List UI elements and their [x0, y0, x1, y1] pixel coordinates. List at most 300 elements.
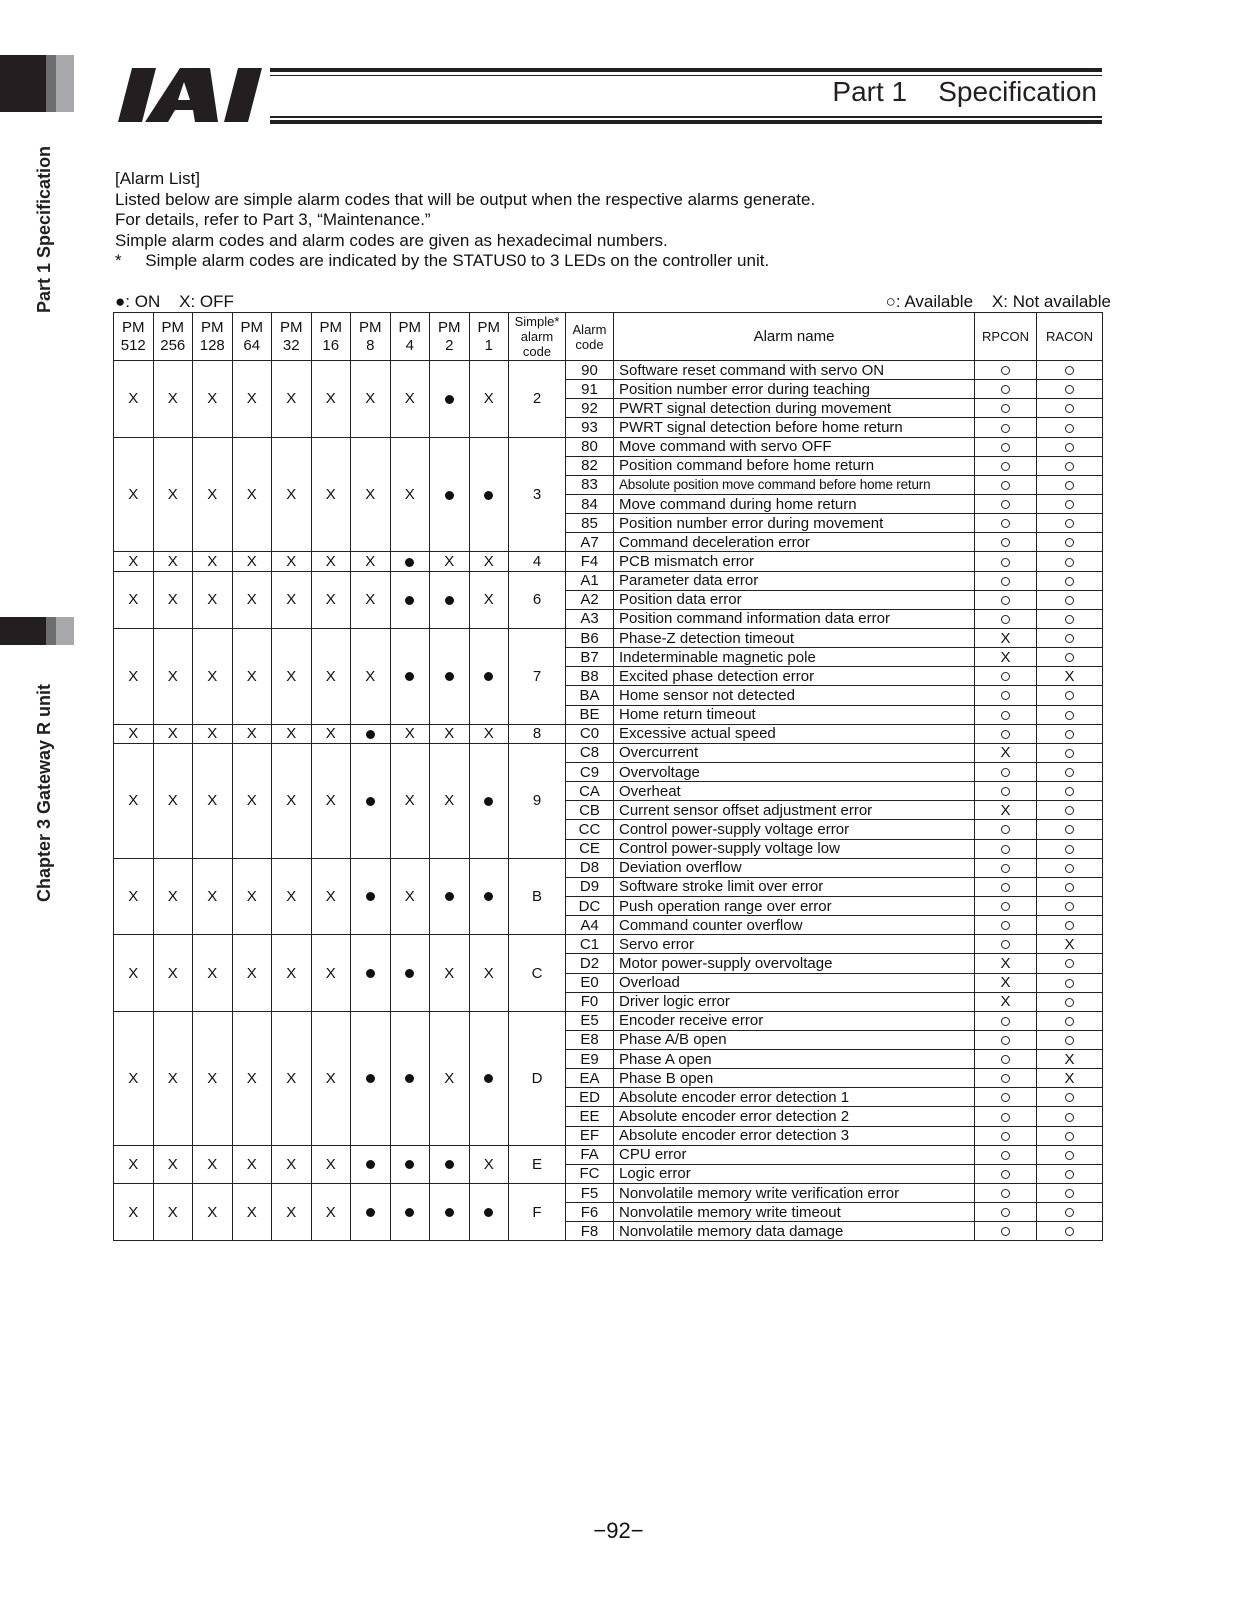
rpcon-availability [975, 571, 1037, 590]
header-pm-4: PM 4 [390, 313, 430, 361]
led-state-cell: X [311, 1145, 351, 1183]
led-state-cell [351, 743, 391, 858]
available-mark [1065, 1017, 1074, 1026]
rpcon-availability [975, 667, 1037, 686]
led-state-cell: X [272, 1011, 312, 1145]
led-state-cell: X [351, 552, 391, 571]
alarm-code: CB [566, 801, 614, 820]
led-state-cell: X [193, 628, 233, 724]
rpcon-availability [975, 418, 1037, 437]
led-state-cell: X [232, 743, 272, 858]
alarm-name: Position number error during movement [614, 514, 975, 533]
led-on-dot [366, 730, 375, 739]
racon-availability [1037, 896, 1103, 915]
available-mark [1065, 443, 1074, 452]
alarm-name: Move command during home return [614, 494, 975, 513]
led-state-cell: X [232, 571, 272, 628]
simple-alarm-code: D [509, 1011, 566, 1145]
racon-availability [1037, 437, 1103, 456]
available-mark [1065, 883, 1074, 892]
alarm-name: Control power-supply voltage error [614, 820, 975, 839]
available-mark [1001, 1036, 1010, 1045]
available-mark [1065, 577, 1074, 586]
rpcon-availability [975, 1050, 1037, 1069]
available-mark [1001, 864, 1010, 873]
led-on-dot [405, 1160, 414, 1169]
available-mark [1065, 424, 1074, 433]
rpcon-availability [975, 1126, 1037, 1145]
available-mark [1001, 1055, 1010, 1064]
led-state-cell: X [114, 552, 154, 571]
alarm-name: Absolute encoder error detection 1 [614, 1088, 975, 1107]
rpcon-availability [975, 399, 1037, 418]
available-mark [1065, 558, 1074, 567]
racon-availability [1037, 782, 1103, 801]
simple-alarm-code: C [509, 935, 566, 1012]
led-state-cell: X [232, 552, 272, 571]
header-pm-128: PM 128 [193, 313, 233, 361]
led-state-cell: X [114, 1011, 154, 1145]
available-mark [1065, 749, 1074, 758]
led-state-cell: X [153, 437, 193, 552]
led-state-cell [469, 743, 509, 858]
led-state-cell: X [232, 628, 272, 724]
alarm-code: D9 [566, 877, 614, 896]
rpcon-availability [975, 896, 1037, 915]
available-mark [1065, 998, 1074, 1007]
rpcon-availability [975, 1107, 1037, 1126]
header-pm-256: PM 256 [153, 313, 193, 361]
available-mark [1001, 462, 1010, 471]
led-state-cell: X [114, 1145, 154, 1183]
header-rule-bottom [270, 116, 1102, 118]
available-mark [1065, 730, 1074, 739]
alarm-name: Push operation range over error [614, 896, 975, 915]
racon-availability [1037, 514, 1103, 533]
rpcon-availability [975, 839, 1037, 858]
header-pm-1: PM 1 [469, 313, 509, 361]
racon-availability [1037, 1203, 1103, 1222]
led-state-cell [390, 1145, 430, 1183]
available-mark [1065, 404, 1074, 413]
rpcon-availability [975, 475, 1037, 494]
racon-availability [1037, 399, 1103, 418]
led-state-cell: X [153, 1011, 193, 1145]
led-on-dot [484, 672, 493, 681]
available-mark [1065, 1113, 1074, 1122]
alarm-name: Parameter data error [614, 571, 975, 590]
simple-alarm-code: 4 [509, 552, 566, 571]
led-state-cell: X [153, 1145, 193, 1183]
alarm-name: Phase B open [614, 1069, 975, 1088]
alarm-table [113, 312, 1103, 1241]
alarm-code: F6 [566, 1203, 614, 1222]
alarm-code: A7 [566, 533, 614, 552]
rpcon-availability [975, 1145, 1037, 1164]
available-mark [1001, 1113, 1010, 1122]
rpcon-availability [975, 686, 1037, 705]
led-on-dot [484, 892, 493, 901]
led-state-cell: X [114, 935, 154, 1012]
header-simple-alarm-code: Simple* alarm code [509, 313, 566, 361]
alarm-code: A4 [566, 916, 614, 935]
available-mark [1001, 940, 1010, 949]
table-header-row [114, 313, 1103, 361]
alarm-code: A2 [566, 590, 614, 609]
led-state-cell: X [272, 724, 312, 743]
alarm-code: B6 [566, 628, 614, 647]
led-state-cell [430, 571, 470, 628]
available-mark [1001, 500, 1010, 509]
rpcon-availability [975, 820, 1037, 839]
racon-availability [1037, 1164, 1103, 1183]
page-title: Part 1 Specification [832, 76, 1097, 107]
racon-availability [1037, 1011, 1103, 1030]
led-state-cell: X [469, 552, 509, 571]
led-state-cell: X [311, 858, 351, 935]
racon-availability: X [1037, 1050, 1103, 1069]
header-rpcon: RPCON [975, 313, 1037, 361]
available-mark [1001, 558, 1010, 567]
alarm-name: Phase-Z detection timeout [614, 628, 975, 647]
available-mark [1065, 538, 1074, 547]
led-on-dot [445, 892, 454, 901]
led-on-dot [484, 1074, 493, 1083]
table-row [114, 1145, 1103, 1164]
led-on-dot [445, 596, 454, 605]
legend-availability: ○: Available X: Not available [885, 292, 1111, 311]
available-mark [1001, 481, 1010, 490]
alarm-code: D2 [566, 954, 614, 973]
led-state-cell [430, 437, 470, 552]
side-label-chapter: Chapter 3 Gateway R unit [34, 683, 54, 902]
led-state-cell: X [311, 935, 351, 1012]
led-on-dot [366, 797, 375, 806]
header-pm-2: PM 2 [430, 313, 470, 361]
table-row [114, 858, 1103, 877]
available-mark [1065, 864, 1074, 873]
led-state-cell: X [232, 361, 272, 438]
available-mark [1065, 825, 1074, 834]
led-state-cell: X [311, 361, 351, 438]
racon-availability [1037, 724, 1103, 743]
led-state-cell [390, 935, 430, 1012]
alarm-code: B8 [566, 667, 614, 686]
available-mark [1001, 672, 1010, 681]
led-state-cell: X [390, 858, 430, 935]
rpcon-availability [975, 782, 1037, 801]
available-mark [1065, 806, 1074, 815]
alarm-code: BA [566, 686, 614, 705]
alarm-code: CA [566, 782, 614, 801]
alarm-code: F5 [566, 1184, 614, 1203]
led-state-cell: X [272, 858, 312, 935]
led-state-cell [351, 724, 391, 743]
led-state-cell: X [193, 1184, 233, 1241]
available-mark [1001, 921, 1010, 930]
simple-alarm-code: 2 [509, 361, 566, 438]
legend-on-off: ●: ON X: OFF [115, 292, 234, 311]
simple-alarm-code: 8 [509, 724, 566, 743]
intro-line: [Alarm List] [115, 169, 201, 188]
alarm-name: Phase A open [614, 1050, 975, 1069]
led-state-cell: X [311, 628, 351, 724]
led-state-cell: X [114, 628, 154, 724]
racon-availability [1037, 686, 1103, 705]
available-mark [1065, 1170, 1074, 1179]
led-state-cell: X [272, 743, 312, 858]
alarm-code: CC [566, 820, 614, 839]
led-state-cell: X [311, 437, 351, 552]
racon-availability: X [1037, 935, 1103, 954]
alarm-name: Position command before home return [614, 456, 975, 475]
rpcon-availability: X [975, 954, 1037, 973]
alarm-name: Servo error [614, 935, 975, 954]
racon-availability [1037, 973, 1103, 992]
racon-availability [1037, 648, 1103, 667]
racon-availability [1037, 1184, 1103, 1203]
led-state-cell: X [114, 858, 154, 935]
available-mark [1001, 538, 1010, 547]
led-state-cell: X [193, 1145, 233, 1183]
led-state-cell: X [430, 1011, 470, 1145]
led-state-cell: X [232, 437, 272, 552]
racon-availability [1037, 992, 1103, 1011]
alarm-code: B7 [566, 648, 614, 667]
led-state-cell: X [193, 571, 233, 628]
available-mark [1065, 1208, 1074, 1217]
alarm-name: Indeterminable magnetic pole [614, 648, 975, 667]
header-pm-8: PM 8 [351, 313, 391, 361]
available-mark [1065, 787, 1074, 796]
available-mark [1065, 481, 1074, 490]
table-row [114, 552, 1103, 571]
racon-availability [1037, 1107, 1103, 1126]
led-state-cell [351, 935, 391, 1012]
alarm-code: C8 [566, 743, 614, 762]
available-mark [1001, 883, 1010, 892]
rpcon-availability [975, 1203, 1037, 1222]
led-state-cell: X [193, 858, 233, 935]
simple-alarm-code: 3 [509, 437, 566, 552]
available-mark [1001, 615, 1010, 624]
available-mark [1065, 519, 1074, 528]
rpcon-availability: X [975, 992, 1037, 1011]
alarm-code: F0 [566, 992, 614, 1011]
led-state-cell: X [272, 628, 312, 724]
led-state-cell: X [153, 858, 193, 935]
led-state-cell: X [311, 552, 351, 571]
led-on-dot [445, 395, 454, 404]
available-mark [1065, 1093, 1074, 1102]
led-state-cell: X [390, 743, 430, 858]
available-mark [1001, 596, 1010, 605]
racon-availability [1037, 380, 1103, 399]
led-on-dot [405, 1208, 414, 1217]
alarm-name: Overload [614, 973, 975, 992]
alarm-code: E0 [566, 973, 614, 992]
led-state-cell: X [193, 724, 233, 743]
available-mark [1001, 404, 1010, 413]
racon-availability [1037, 494, 1103, 513]
rpcon-availability [975, 361, 1037, 380]
led-on-dot [405, 969, 414, 978]
led-state-cell: X [469, 935, 509, 1012]
available-mark [1065, 366, 1074, 375]
led-state-cell [351, 1184, 391, 1241]
led-state-cell: X [390, 361, 430, 438]
racon-availability [1037, 571, 1103, 590]
led-state-cell: X [114, 571, 154, 628]
led-state-cell: X [469, 571, 509, 628]
alarm-name: Command counter overflow [614, 916, 975, 935]
racon-availability [1037, 858, 1103, 877]
available-mark [1001, 366, 1010, 375]
led-on-dot [484, 1208, 493, 1217]
led-state-cell: X [430, 724, 470, 743]
available-mark [1001, 691, 1010, 700]
alarm-name: Logic error [614, 1164, 975, 1183]
led-state-cell [469, 858, 509, 935]
alarm-name: Software stroke limit over error [614, 877, 975, 896]
available-mark [1001, 845, 1010, 854]
available-mark [1001, 1170, 1010, 1179]
header-rule-top [270, 68, 1102, 72]
led-state-cell: X [114, 437, 154, 552]
rpcon-availability [975, 1030, 1037, 1049]
alarm-code: FA [566, 1145, 614, 1164]
alarm-code: DC [566, 896, 614, 915]
led-state-cell: X [311, 1011, 351, 1145]
alarm-code: 80 [566, 437, 614, 456]
led-state-cell: X [272, 437, 312, 552]
racon-availability [1037, 418, 1103, 437]
available-mark [1065, 1189, 1074, 1198]
available-mark [1065, 596, 1074, 605]
alarm-name: Current sensor offset adjustment error [614, 801, 975, 820]
led-state-cell: X [390, 724, 430, 743]
alarm-name: Encoder receive error [614, 1011, 975, 1030]
available-mark [1001, 577, 1010, 586]
alarm-name: PCB mismatch error [614, 552, 975, 571]
rpcon-availability: X [975, 628, 1037, 647]
available-mark [1001, 1017, 1010, 1026]
available-mark [1001, 768, 1010, 777]
alarm-name: Absolute encoder error detection 3 [614, 1126, 975, 1145]
available-mark [1001, 1227, 1010, 1236]
alarm-name: Software reset command with servo ON [614, 361, 975, 380]
table-row [114, 437, 1103, 456]
led-on-dot [445, 672, 454, 681]
led-on-dot [484, 797, 493, 806]
available-mark [1065, 1227, 1074, 1236]
led-on-dot [366, 1208, 375, 1217]
led-state-cell: X [272, 361, 312, 438]
alarm-code: 91 [566, 380, 614, 399]
led-state-cell: X [114, 743, 154, 858]
rpcon-availability: X [975, 743, 1037, 762]
alarm-name: Move command with servo OFF [614, 437, 975, 456]
led-state-cell [469, 1011, 509, 1145]
led-state-cell: X [430, 743, 470, 858]
led-state-cell: X [153, 743, 193, 858]
available-mark [1065, 711, 1074, 720]
alarm-code: F8 [566, 1222, 614, 1241]
alarm-name: PWRT signal detection before home return [614, 418, 975, 437]
alarm-code: BE [566, 705, 614, 724]
led-state-cell: X [272, 1145, 312, 1183]
alarm-code: 82 [566, 456, 614, 475]
header-rule-base [270, 120, 1102, 124]
rpcon-availability [975, 935, 1037, 954]
alarm-code: F4 [566, 552, 614, 571]
racon-availability: X [1037, 1069, 1103, 1088]
alarm-code: C1 [566, 935, 614, 954]
alarm-code: E9 [566, 1050, 614, 1069]
led-on-dot [405, 672, 414, 681]
available-mark [1001, 424, 1010, 433]
racon-availability [1037, 1145, 1103, 1164]
racon-availability [1037, 1126, 1103, 1145]
rpcon-availability [975, 916, 1037, 935]
led-state-cell: X [311, 571, 351, 628]
alarm-name: Control power-supply voltage low [614, 839, 975, 858]
available-mark [1065, 1132, 1074, 1141]
led-state-cell: X [232, 1145, 272, 1183]
alarm-code: C0 [566, 724, 614, 743]
led-on-dot [366, 969, 375, 978]
table-row [114, 724, 1103, 743]
led-state-cell: X [430, 935, 470, 1012]
rpcon-availability [975, 1069, 1037, 1088]
available-mark [1065, 921, 1074, 930]
racon-availability [1037, 839, 1103, 858]
racon-availability [1037, 954, 1103, 973]
available-mark [1065, 385, 1074, 394]
led-state-cell: X [153, 628, 193, 724]
racon-availability [1037, 916, 1103, 935]
iai-logo [118, 60, 283, 128]
table-row [114, 1184, 1103, 1203]
alarm-name: Overvoltage [614, 762, 975, 781]
alarm-code: E5 [566, 1011, 614, 1030]
led-state-cell: X [311, 743, 351, 858]
led-state-cell [430, 628, 470, 724]
rpcon-availability [975, 590, 1037, 609]
led-on-dot [366, 892, 375, 901]
led-state-cell: X [153, 361, 193, 438]
led-state-cell: X [232, 1184, 272, 1241]
available-mark [1001, 1151, 1010, 1160]
available-mark [1065, 979, 1074, 988]
led-on-dot [445, 491, 454, 500]
rpcon-availability [975, 762, 1037, 781]
led-state-cell: X [114, 724, 154, 743]
available-mark [1065, 845, 1074, 854]
led-on-dot [405, 596, 414, 605]
available-mark [1001, 1132, 1010, 1141]
rpcon-availability [975, 609, 1037, 628]
led-state-cell: X [193, 552, 233, 571]
header-pm-512: PM 512 [114, 313, 154, 361]
rpcon-availability: X [975, 973, 1037, 992]
led-state-cell: X [390, 437, 430, 552]
led-state-cell [390, 1011, 430, 1145]
alarm-code: EF [566, 1126, 614, 1145]
intro-line: * Simple alarm codes are indicated by the STATUS0 to 3 LEDs on the controller unit. [115, 251, 770, 270]
simple-alarm-code: 6 [509, 571, 566, 628]
available-mark [1065, 500, 1074, 509]
